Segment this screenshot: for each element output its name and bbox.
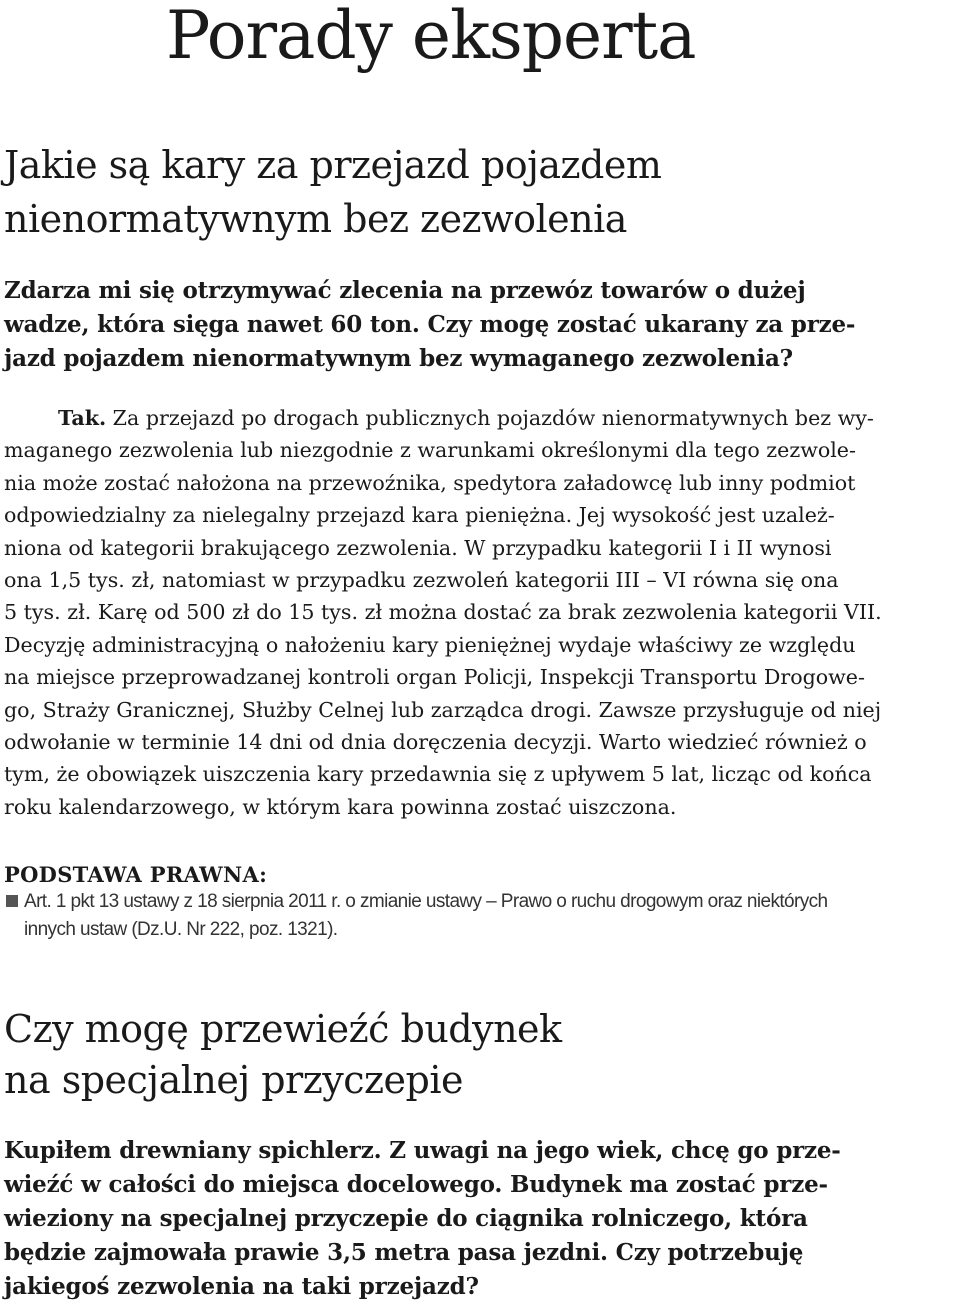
legal-basis-heading: PODSTAWA PRAWNA: — [4, 862, 268, 887]
article-1-title-line-1: Jakie są kary za przejazd pojazdem — [4, 143, 662, 187]
answer-line: ona 1,5 tys. zł, natomiast w przypadku zezwoleń kategorii III – VI równa się ona — [4, 568, 839, 593]
answer-line: na miejsce przeprowadzanej kontroli organ Policji, Inspekcji Transportu Drogowe- — [4, 665, 865, 690]
answer-lead-in: Tak. — [58, 406, 107, 430]
article-2-question — [4, 1134, 956, 1304]
legal-basis-line — [6, 888, 956, 916]
answer-line: Decyzję administracyjną o nałożeniu kary pieniężnej wydaje właściwy ze względu — [4, 632, 856, 657]
article-1-title-line-2: nienormatywnym bez zezwolenia — [4, 197, 627, 241]
answer-line: niona od kategorii brakującego zezwolenia. W przypadku kategorii I i II wynosi — [4, 535, 832, 560]
answer-first-line-text: Za przejazd po drogach publicznych pojazdów nienormatywnych bez wy- — [106, 406, 874, 430]
question-line: jakiegoś zezwolenia na taki przejazd? — [4, 1273, 479, 1300]
answer-line: odwołanie w terminie 14 dni od dnia doręczenia decyzji. Warto wiedzieć również o — [4, 730, 867, 755]
question-line: wadze, która sięga nawet 60 ton. Czy mogę zostać ukarany za prze- — [4, 311, 856, 338]
legal-basis-item — [6, 888, 956, 944]
question-line: jazd pojazdem nienormatywnym bez wymaganego zezwolenia? — [4, 345, 793, 372]
article-1-question — [4, 274, 956, 376]
legal-basis-line: innych ustaw (Dz.U. Nr 222, poz. 1321). — [24, 919, 338, 940]
square-bullet-icon — [6, 895, 18, 907]
legal-basis-text: Art. 1 pkt 13 ustawy z 18 sierpnia 2011 r. o zmianie ustawy – Prawo o ruchu drogowym oraz niektórych — [24, 891, 828, 912]
answer-line: go, Straży Granicznej, Służby Celnej lub zarządca drogi. Zawsze przysługuje od niej — [4, 697, 882, 722]
answer-line: 5 tys. zł. Karę od 500 zł do 15 tys. zł można dostać za brak zezwolenia kategorii VII. — [4, 600, 882, 625]
answer-line: nia może zostać nałożona na przewoźnika, spedytora załadowcę lub inny podmiot — [4, 470, 856, 495]
question-line: wieźć w całości do miejsca docelowego. Budynek ma zostać prze- — [4, 1171, 828, 1198]
article-2-title-line-2: na specjalnej przyczepie — [4, 1058, 463, 1102]
answer-line: tym, że obowiązek uiszczenia kary przedawnia się z upływem 5 lat, licząc od końca — [4, 762, 872, 787]
question-line: Kupiłem drewniany spichlerz. Z uwagi na jego wiek, chcę go prze- — [4, 1137, 841, 1164]
article-2-title-line-1: Czy mogę przewieźć budynek — [4, 1007, 562, 1051]
page-title: Porady eksperta — [166, 0, 696, 74]
answer-line — [4, 402, 956, 434]
article-1-answer — [4, 402, 956, 823]
question-line: Zdarza mi się otrzymywać zlecenia na przewóz towarów o dużej — [4, 277, 806, 304]
answer-line: odpowiedzialny za nielegalny przejazd kara pieniężna. Jej wysokość jest uzależ- — [4, 503, 835, 528]
question-line: będzie zajmowała prawie 3,5 metra pasa jezdni. Czy potrzebuję — [4, 1239, 804, 1266]
question-line: wieziony na specjalnej przyczepie do ciągnika rolniczego, która — [4, 1205, 808, 1232]
answer-line: roku kalendarzowego, w którym kara powinna zostać uiszczona. — [4, 794, 677, 819]
answer-line: maganego zezwolenia lub niezgodnie z warunkami określonymi dla tego zezwole- — [4, 438, 856, 463]
